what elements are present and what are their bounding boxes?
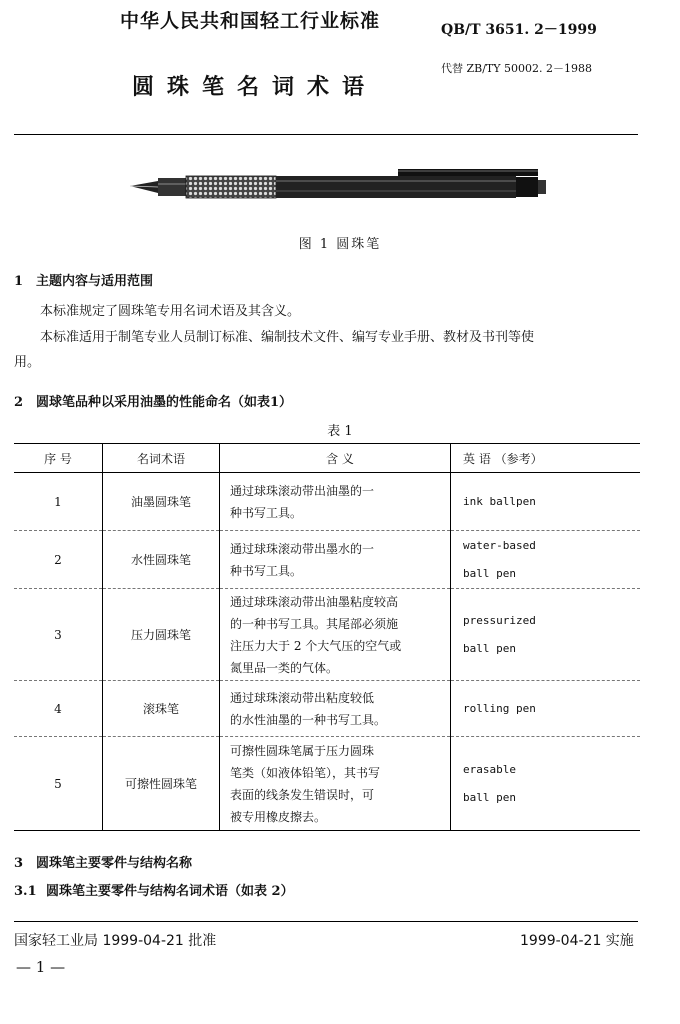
cell-definition: 通过球珠滚动带出墨水的一 种书写工具。 [220, 531, 451, 589]
paragraph: 用。 [14, 355, 41, 370]
header-definition: 含 义 [220, 444, 451, 473]
cell-definition: 可擦性圆珠笔属于压力圆珠 笔类（如液体铅笔），其书写 表面的线条发生错误时，可 被专用橡皮擦去。 [220, 737, 451, 831]
section-3-heading [14, 852, 192, 871]
cell-definition: 通过球珠滚动带出粘度较低 的水性油墨的一种书写工具。 [220, 681, 451, 737]
header-divider [14, 134, 638, 135]
section-3-1-heading [14, 880, 294, 899]
cell-definition: 通过球珠滚动带出油墨粘度较高 的一种书写工具。其尾部必须施 注压力大于 2 个大气压的空气或 氮里品一类的气体。 [220, 589, 451, 681]
cell-term: 滚珠笔 [103, 681, 220, 737]
section-title: 圆珠笔主要零件与结构名词术语（如表 2） [46, 884, 294, 899]
header-no: 序 号 [14, 444, 103, 473]
replaces-standard: 代替 ZB/TY 50002. 2－1988 [441, 62, 593, 75]
table-row [14, 473, 640, 531]
table-row [14, 531, 640, 589]
section-1-heading [14, 270, 153, 289]
cell-no: 3 [14, 589, 103, 681]
section-number: 3.1 [14, 884, 37, 899]
page-number: — 1 — [16, 958, 66, 976]
paragraph: 本标准规定了圆珠笔专用名词术语及其含义。 [40, 304, 301, 319]
table-header-row [14, 444, 640, 473]
cell-no: 2 [14, 531, 103, 589]
table-row [14, 589, 640, 681]
cell-term: 油墨圆珠笔 [103, 473, 220, 531]
effective-date: 1999-04-21 实施 [520, 933, 634, 949]
cell-term: 压力圆珠笔 [103, 589, 220, 681]
table-caption: 表 1 [327, 424, 353, 439]
section-number: 2 [14, 395, 24, 410]
cell-term: 水性圆珠笔 [103, 531, 220, 589]
section-number: 1 [14, 274, 24, 289]
cell-english: pressurized ball pen [451, 589, 641, 681]
header-english: 英 语 （参考） [451, 444, 641, 473]
section-number: 3 [14, 856, 24, 871]
terms-table [14, 443, 640, 831]
standard-code: QB/T 3651. 2－1999 [441, 22, 597, 38]
cell-definition: 通过球珠滚动带出油墨的一 种书写工具。 [220, 473, 451, 531]
approval-line: 国家轻工业局 1999-04-21 批准 [14, 933, 217, 949]
table-row [14, 737, 640, 831]
footer-divider [14, 921, 638, 922]
cell-english: erasable ball pen [451, 737, 641, 831]
table-row [14, 681, 640, 737]
header-term: 名词术语 [103, 444, 220, 473]
section-title: 主题内容与适用范围 [36, 274, 154, 289]
cell-english: ink ballpen [451, 473, 641, 531]
cell-no: 5 [14, 737, 103, 831]
ballpoint-pen-illustration [128, 166, 548, 206]
standard-title: 中华人民共和国轻工行业标准 [120, 10, 381, 32]
section-2-heading [14, 391, 292, 410]
cell-english: rolling pen [451, 681, 641, 737]
section-title: 圆珠笔主要零件与结构名称 [36, 856, 193, 871]
cell-no: 1 [14, 473, 103, 531]
cell-no: 4 [14, 681, 103, 737]
paragraph: 本标准适用于制笔专业人员制订标准、编制技术文件、编写专业手册、教材及书刊等使 [40, 330, 535, 345]
cell-term: 可擦性圆珠笔 [103, 737, 220, 831]
cell-english: water-based ball pen [451, 531, 641, 589]
document-title: 圆珠笔名词术语 [132, 74, 378, 100]
figure-caption: 图 1 圆珠笔 [298, 237, 382, 252]
section-title: 圆球笔品种以采用油墨的性能命名（如表1） [36, 395, 293, 410]
